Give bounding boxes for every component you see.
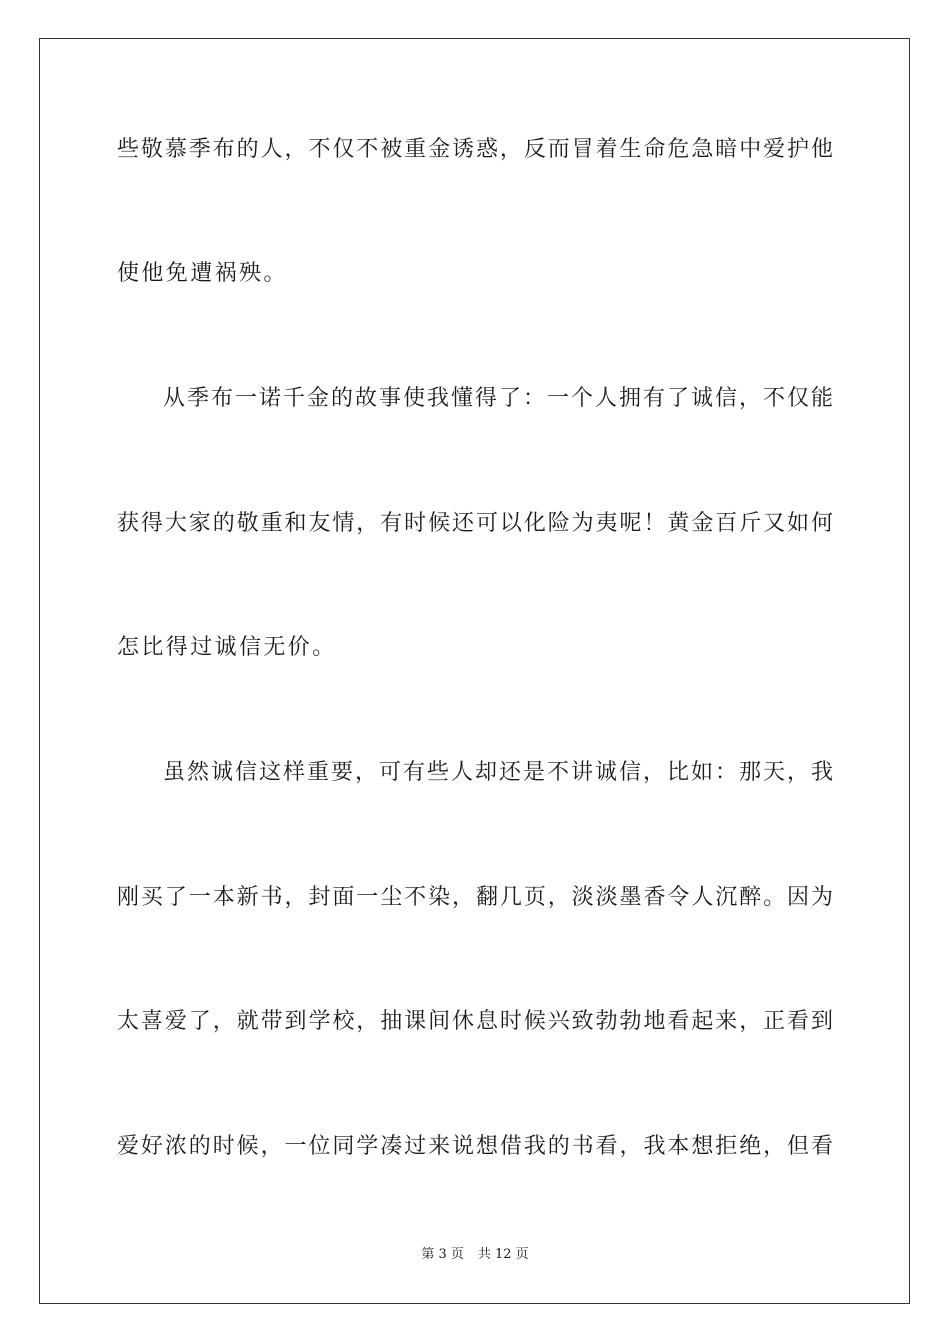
text-line: 太喜爱了，就带到学校，抽课间休息时候兴致勃勃地看起来，正看到: [117, 1009, 833, 1034]
page-total: 共 12 页: [477, 1247, 529, 1262]
page-number: 第 3 页: [421, 1247, 464, 1262]
text-line: 从季布一诺千金的故事使我懂得了：一个人拥有了诚信，不仅能: [163, 386, 833, 411]
text-line: 刚买了一本新书，封面一尘不染，翻几页，淡淡墨香令人沉醉。因为: [117, 885, 833, 910]
text-line: 爱好浓的时候，一位同学凑过来说想借我的书看，我本想拒绝，但看: [117, 1134, 833, 1159]
page-border: [39, 38, 910, 1304]
text-line: 使他免遭祸殃。: [117, 261, 288, 286]
text-line: 虽然诚信这样重要，可有些人却还是不讲诚信，比如：那天，我: [163, 760, 833, 785]
page-footer: [0, 1246, 950, 1264]
text-line: 获得大家的敬重和友情，有时候还可以化险为夷呢！黄金百斤又如何: [117, 511, 833, 536]
text-line: 些敬慕季布的人，不仅不被重金诱惑，反而冒着生命危急暗中爱护他: [117, 137, 833, 162]
text-line: 怎比得过诚信无价。: [117, 635, 337, 660]
